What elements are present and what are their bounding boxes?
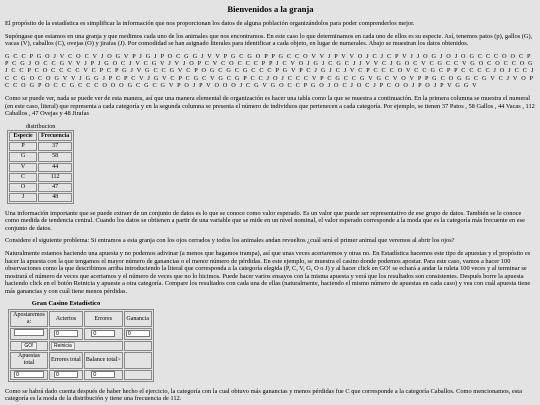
bet-input-cell <box>10 328 48 340</box>
frequency-cell: 48 <box>38 193 72 202</box>
page-title: Bienvenidos a la granja <box>227 4 314 14</box>
expected-value-paragraph: Una información importante que se puede extraer de un conjunto de datos es lo que se conoce como valor esperado. Es un valor que puede ser representativo de ese grupo de datos. También se le conoce como medida de tendencia central. Cuando los datos se obtienen a partir de una variable que se mide en un nivel nominal, el valor esperado corresponde a la moda que es la categoría más frecuente en ese conjunto de datos. <box>5 209 525 232</box>
species-cell: V <box>9 163 37 172</box>
species-cell: C <box>9 173 37 182</box>
total-balance-field[interactable]: 0 <box>91 371 115 378</box>
empty-cell <box>124 370 152 380</box>
species-cell: J <box>9 193 37 202</box>
table-explanation-paragraph: Como se puede ver, nada se puede ver de esta manera, así que una manera elemental de organización es hacer una tabla como la que se muestra a continuación. En la primera columna se muestra el numeral (en este caso, literal) que representa a cada categoría y en la segunda columna se presenta el número de individuos que pertenecen a cada categoría. Por ejemplo, se tienen 37 Patos , 58 Gallos , 44 Vacas , 112 Caballos , 47 Ovejas y 48 Jirafas <box>5 95 535 118</box>
frequency-cell: 44 <box>38 163 72 172</box>
casino-totals-values-row <box>10 370 152 380</box>
raw-data-letters: G C C P G O J V C O C V J O G V P J G J P O C G G J V V P G C G O P P G C C O V V J P V V O J C J C P V J J O G J O J O G C C C O O C P P C G J O C C G V V J P J G O C J V C G V J V J O P C V C O C C C P P J C V O J G J C G C J J V V C J G O C V C G C C V G O C O C C O G J C C P C O C C C C V C P C P G J V G C C G V C P O G C G C G C C C P G V P C J G J C J V C P C C C O V C C G C P P C C C C J O J C C J C C G O C O G V V J G G J P C P C V J G V C P C G C V G C G P C C J O J C C C V P C G C C G V G C V O V P P G C O G G C G V C J V O P C C O G P O C C G C C C O O O G C G C G V P O J P V O O O J C G V G O C C P G O J O C J O C J P C O O J P O J P V G G V <box>5 52 535 90</box>
empty-cell <box>124 352 152 368</box>
betting-paragraph: Naturalmente estamos haciendo una apuesta y no podemos adivinar (a menos que hagamos trampa), así que unas veces acertaremos y otras no. En Estadística hacemos este tipo de apuestas y el propósito es hacer la apuesta con la que tengamos el mayor número de ganancias o el menor número de pérdidas. En este ejemplo, se muestra el casino donde podemos apostar. Para este caso, vamos a hacer 100 observaciones como la que describimos arriba introduciendo la literal que corresponda a la categoría elegida (P, C, V, G, O o J) y al hacer click en GO! se echará a andar la ruleta 100 veces y al terminar se mostrará el número de veces que acertamos y el número de veces que no lo hicimos. Puede hacer varios ensayos con la misma apuesta y verá que los resultados son consistentes. Después borre la apuesta haciendo click en el botón Reinicia y apueste a otra categoría. Compare los resultados con cada una de ellas (naturalmente, haciendo el mismo número de apuestas en cada caso) y vea con cuál apuesta tiene más ganancias y con cuál tiene menos pérdidas. <box>5 250 531 295</box>
casino-header-row <box>10 311 152 327</box>
total-errors-field[interactable]: 0 <box>54 371 78 378</box>
header-apostaremos: Apostaremos a: <box>10 311 48 327</box>
header-frecuencia: Frecuencia <box>38 132 72 141</box>
casino-values-row <box>10 328 152 340</box>
species-cell: P <box>9 142 37 151</box>
frequency-table-header-row <box>9 132 72 141</box>
reinicia-button-cell <box>49 341 123 351</box>
problem-paragraph: Considere el siguiente problema: Si entramos a esta granja con los ojos cerrados y todos los animales andan revueltos ¿cuál será el primer animal que veremos al abrir los ojos? <box>5 237 455 245</box>
table-row <box>9 163 72 172</box>
go-button[interactable]: GO! <box>21 342 36 350</box>
empty-cell <box>124 341 152 351</box>
total-bets-cell <box>10 370 48 380</box>
total-errors-cell <box>49 370 83 380</box>
total-bets-field[interactable]: 0 <box>14 371 44 378</box>
casino-buttons-row <box>10 341 152 351</box>
total-balance-cell <box>84 370 123 380</box>
casino-title: Gran Casino Estadístico <box>31 300 101 308</box>
gain-cell <box>124 328 152 340</box>
table-row <box>9 142 72 151</box>
table-row <box>9 173 72 182</box>
table-row <box>9 183 72 192</box>
farm-description-paragraph: Supóngase que estamos en una granja y que medimos cada uno de los animales que nos encontramos. En este caso lo que determinamos en cada uno de ellos es su especie. Así, tenemos patos (p), gallos (G), vacas (V), caballos (C), ovejas (O) y jirafas (J). Por comodidad se han asignado literales para identificar a cada objeto, en lugar de numerales. Abajo se muestran los datos obtenidos. <box>5 32 533 48</box>
frequency-table-caption: distribucion <box>25 122 56 130</box>
header-especie: Especie <box>9 132 37 141</box>
casino-table <box>8 309 154 382</box>
frequency-cell: 58 <box>38 152 72 161</box>
casino-section <box>8 300 536 381</box>
frequency-cell: 37 <box>38 142 72 151</box>
casino-totals-header-row <box>10 352 152 368</box>
species-cell: O <box>9 183 37 192</box>
frequency-cell: 47 <box>38 183 72 192</box>
header-ganancia: Ganancia <box>124 311 152 327</box>
header-errores: Errores <box>84 311 123 327</box>
hits-field[interactable]: 0 <box>54 330 78 337</box>
table-row <box>9 193 72 202</box>
header-apuestas-total: Apuestas total <box>10 352 48 368</box>
reinicia-button[interactable]: Reinicia <box>51 342 75 350</box>
go-button-cell <box>10 341 48 351</box>
errors-field[interactable]: 0 <box>91 330 115 337</box>
species-cell: G <box>9 152 37 161</box>
frequency-cell: 112 <box>38 173 72 182</box>
header-aciertos: Aciertos <box>49 311 83 327</box>
hits-cell <box>49 328 83 340</box>
errors-cell <box>84 328 123 340</box>
bet-input[interactable] <box>14 329 44 336</box>
gain-field[interactable]: 0 <box>126 330 150 337</box>
intro-paragraph: El propósito de la estadística es simplificar la información que nos proporcionan los datos de alguna población organizándolos para poder comprenderlos mejor. <box>5 20 415 28</box>
frequency-table <box>7 123 74 204</box>
header-balance-total: Balance total> <box>84 352 123 368</box>
table-row <box>9 152 72 161</box>
header-errores-total: Errores total <box>49 352 83 368</box>
conclusion-paragraph: Como se habrá dado cuenta después de haber hecho el ejercicio, la categoría con la cual obtuvo más ganancias y menos pérdidas fue C que corresponde a la categoría Caballos. Como mencionamos, esta categoría es la moda de la distribución y tiene una frecuencia de 112. <box>5 387 522 403</box>
